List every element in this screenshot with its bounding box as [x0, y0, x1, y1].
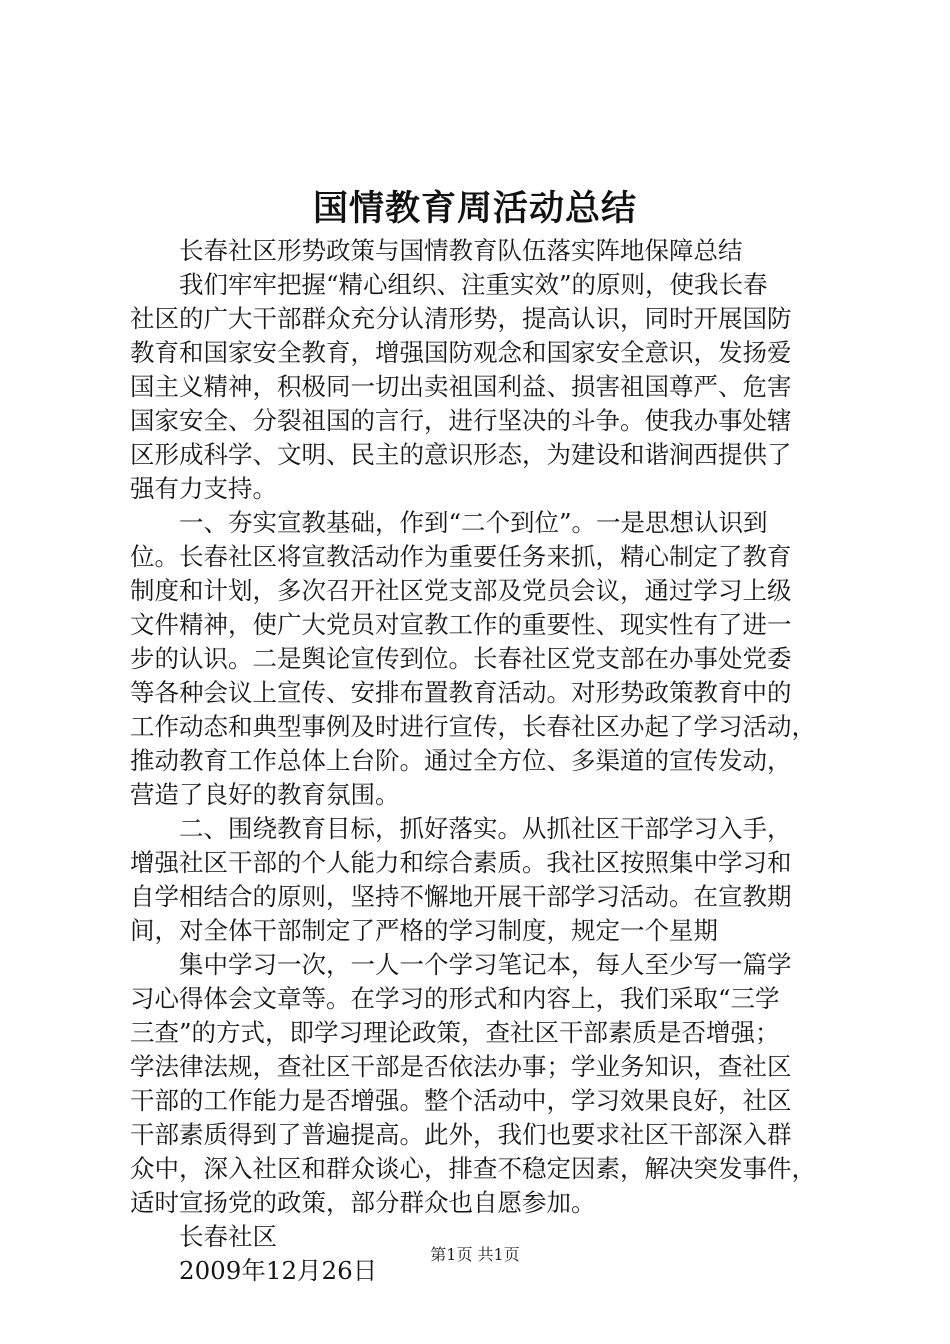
body-paragraph: 一、夯实宣教基础，作到“二个到位”。一是思想认识到 位。长春社区将宣教活动作为重要任务来抓，精心制定了教育 制度和计划，多次召开社区党支部及党员会议，通过学习上级 文件精神，使广大党员对宣教工作的重要性、现实性有了进一 步的认识。二是舆论宣传到位。长春社区党支部在办事处党委 等各种会议上宣传、安排布置教育活动。对形势政策教育中的 工作动态和典型事例及时进行宣传，长春社区办起了学习活动， 推动教育工作总体上台阶。通过全方位、多渠道的宣传发动， 营造了良好的教育氛围。 — [130, 508, 816, 809]
signoff-date: 2009年12月26日 — [179, 1256, 378, 1285]
page-footer: 第1页 共1页 — [430, 1245, 520, 1264]
document-title: 国情教育周活动总结 — [312, 188, 637, 229]
body-paragraph: 我们牢牢把握“精心组织、注重实效”的原则，使我长春 社区的广大干部群众充分认清形势，提高认识，同时开展国防 教育和国家安全教育，增强国防观念和国家安全意识，发扬爱 国主义精神，积极同一切出卖祖国利益、损害祖国尊严、危害 国家安全、分裂祖国的言行，进行坚决的斗争。使我办事处辖 区形成科学、文明、民主的意识形态，为建设和谐涧西提供了 强有力支持。 — [130, 270, 792, 503]
signoff-organization: 长春社区 — [179, 1222, 277, 1251]
body-paragraph: 二、围绕教育目标，抓好落实。从抓社区干部学习入手， 增强社区干部的个人能力和综合素质。我社区按照集中学习和 自学相结合的原则，坚持不懈地开展干部学习活动。在宣教期 间，对全体干部制定了严格的学习制度，规定一个星期 — [130, 814, 792, 945]
body-paragraph: 集中学习一次，一人一个学习笔记本，每人至少写一篇学 习心得体会文章等。在学习的形式和内容上，我们采取“三学 三查”的方式，即学习理论政策，查社区干部素质是否增强； 学法律法规，查社区干部是否依法办事；学业务知识，查社区 干部的工作能力是否增强。整个活动中，学习效果良好，社区 干部素质得到了普遍提高。此外，我们也要求社区干部深入群 众中，深入社区和群众谈心，排查不稳定因素，解决突发事件， 适时宣扬党的政策，部分群众也自愿参加。 — [130, 950, 816, 1217]
subtitle-paragraph: 长春社区形势政策与国情教育队伍落实阵地保障总结 — [179, 236, 743, 265]
document-body — [130, 234, 832, 1288]
